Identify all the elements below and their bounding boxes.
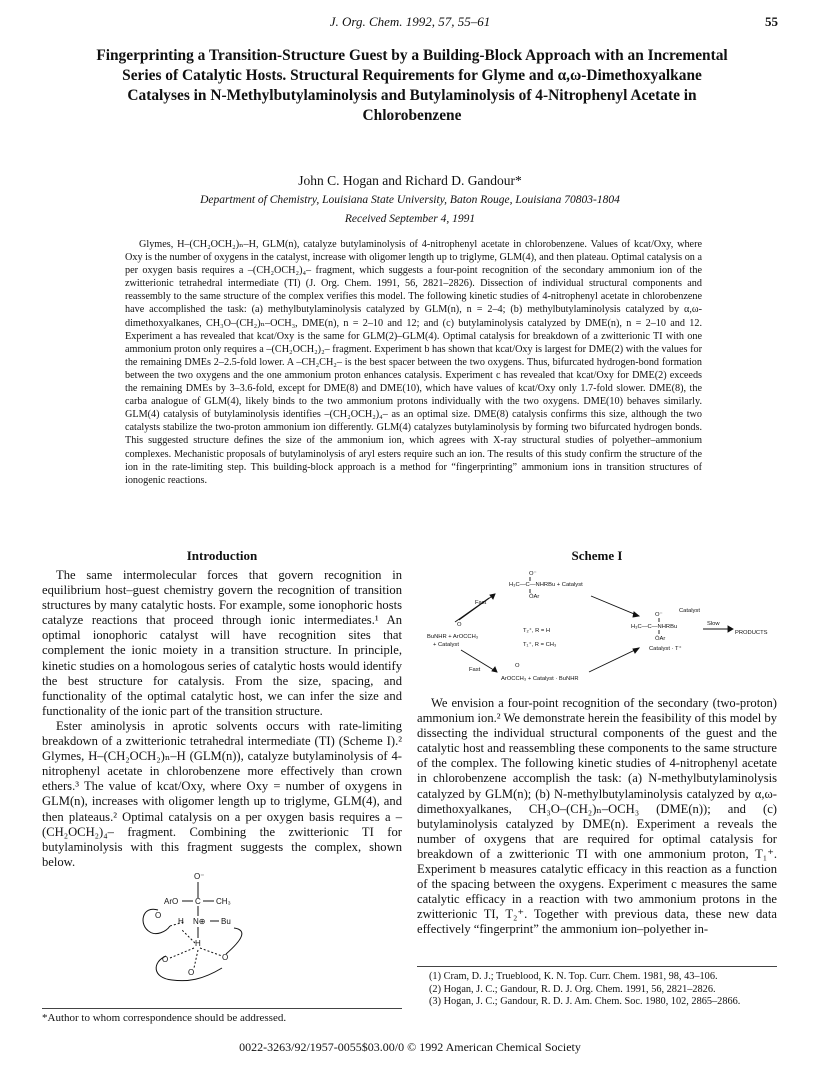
intro-paragraph-2: Ester aminolysis in aprotic solvents occurs with rate-limiting breakdown of a zwitterionic tetrahedral intermediate (TI) (Scheme I).² Glymes, H–(CH₂OCH₂)ₙ–H (GLM(n)), catalyze butylaminolysis of 4-nitrophenyl acetate in chlorobenzene more effectively than crown ethers.³ The value of kcat/Oxy, where Oxy = number of oxygens in GLM(n), increases with oligomer length up to triglyme, GLM(4), and then plateaus.² Optimal catalysis on a per oxygen basis requires a –(CH₂OCH₂)₄– fragment. Combining the zwitterionic TI for butylaminolysis with this fragment suggests the complex, shown below. [42,718,402,869]
scheme-left-o: O [457,622,462,628]
struct-aro: ArO [164,896,179,906]
scheme-right-catalyst: Catalyst [679,608,700,614]
struct-o-minus: O⁻ [194,871,205,881]
introduction-heading: Introduction [186,548,258,563]
authors: John C. Hogan and Richard D. Gandour* [298,173,522,188]
scheme-bottom-species: ArOCCH₃ + Catalyst · BuNHR [501,676,579,682]
scheme-right-oar: ŌAr [655,636,666,642]
struct-h-bottom: H [195,938,201,948]
scheme-fast-bottom: Fast [469,667,481,673]
scheme-top-oar: ŌAr [529,594,540,600]
scheme-t1: T₁⁺, R = CH₃ [523,642,557,648]
struct-o-1: O [155,910,162,920]
struct-bu: Bu [221,916,231,926]
scheme-right-t: Catalyst · T⁺ [649,646,682,652]
right-paragraph-1: We envision a four-point recognition of the secondary (two-proton) ammonium ion.² We demonstrate herein the feasibility of this model by dissecting the individual structural components of the guest and the catalytic host and reassembling these components to the same structure of the complex. The following kinetic studies of 4-nitrophenyl acetate in chlorobenzene accomplish the task: (a) N-methylbutylaminolysis catalyzed by GLM(n); (b) N-methylbutylaminolysis catalyzed by α,ω-dimethoxyalkanes, CH₃O–(CH₂)ₙ–OCH₃ (DME(n)); and (c) butylaminolysis catalyzed by DME(n). Experiment a reveals the number of oxygens that are required for optimal catalysis for breakdown of a zwitterionic TI with one ammonium proton, T₁⁺. Experiment b measures catalytic efficacy in this reaction as a function of the spacing between the oxygens. Experiment c measures the same catalytic efficacy in a reaction with two ammonium protons in the zwitterionic TI, T₂⁺. Together with previous data, these new data effectively “fingerprint” the ammonium ion–polyether in- [417,696,777,937]
struct-ch3: CH₃ [216,896,231,906]
scheme-t2: T₂⁺, R = H [523,628,551,634]
left-column [42,548,402,988]
affiliation: Department of Chemistry, Louisiana State University, Baton Rouge, Louisiana 70803-1804 [200,194,620,206]
scheme-left-catalyst: + Catalyst [433,642,459,648]
received-date: Received September 4, 1991 [344,213,476,225]
struct-c: C [195,896,201,906]
scheme-1 [417,568,777,696]
reference-2: (2) Hogan, J. C.; Gandour, R. D. J. Org. Chem. 1991, 56, 2821–2826. [429,983,716,995]
article-title: Fingerprinting a Transition-Structure Guest by a Building-Block Approach with an Incremental Series of Catalytic Hosts. Structural Requirements for Glyme and α,ω-Dimethoxyalkane Catalyses in N-Methylbutylaminolysis and Butylaminolysis of 4-Nitrophenyl Acetate in Chlorobenzene [96,47,728,124]
struct-o-2: O [222,952,229,962]
scheme-fast-top: Fast [475,600,487,606]
scheme-heading: Scheme I [571,548,623,563]
references [417,966,777,1009]
intro-paragraph-1: The same intermolecular forces that govern recognition in equilibrium host–guest chemistry govern the recognition of transition structures by many catalytic hosts. For example, some ionophoric hosts catalyze reactions that proceed through ionic intermediates.¹ An optimal ionophoric catalyst will have recognition sites that complement the ionic moiety in a transition structure. In principle, kinetic studies on a homologous series of catalytic hosts would identify the best structure for catalysis. From the size, spacing, and functionality of the optimal catalytic host, we can infer the size and functionality of the ionic part of the transition structure. [42,568,402,718]
struct-h-left: H [178,916,184,926]
reference-3: (3) Hogan, J. C.; Gandour, R. D. J. Am. Chem. Soc. 1980, 102, 2865–2866. [429,996,741,1008]
scheme-1-drawing [417,568,777,696]
scheme-top-o: O⁻ [529,571,537,577]
abstract: Glymes, H–(CH₂OCH₂)ₙ–H, GLM(n), catalyze butylaminolysis of 4-nitrophenyl acetate in chlorobenzene. Values of kcat/Oxy, where Oxy is the number of oxygens in the catalyst, increase with oligomer length up to triglyme, GLM(4), and then plateau. Optimal catalysis on a per oxygen basis requires a –(CH₂OCH₂)₄– fragment, which suggests a four-point recognition of the secondary ammonium ion of the zwitterionic tetrahedral intermediate (TI) (J. Org. Chem. 1991, 56, 2821–2826). Dissection of individual structural components and reassembly to the same structure of the complex verifies this model. The following kinetic studies of 4-nitrophenyl acetate in chlorobenzene have accomplished the task: (a) methylbutylaminolysis catalyzed by GLM(n), n = 2–4; (b) methylbutylaminolysis catalyzed by α,ω-dimethoxyalkanes, CH₃O–(CH₂)ₙ–OCH₃, DME(n), n = 2–10 and 12; and (c) butylaminolysis catalyzed by DME(n), n = 2–10 and 12. Experiment a has revealed that kcat/Oxy is the same for GLM(2)–GLM(4). Optimal catalysis for breakdown of a zwitterionic TI with one ammonium proton only requires a –(CH₂OCH₂)₂– fragment. Experiment b has shown that kcat/Oxy is largest for DME(2) with the values for the remaining DMEs 2–2.5-fold lower. A –CH₂CH₂– is the best spacer between the two oxygens. Thus, bifurcated hydrogen-bond formation between the two oxygens and the one ammonium proton enhances catalysis. Experiment c has revealed that kcat/Oxy for DME(2) exceeds the remaining DMEs by 3–3.6-fold, except for DME(8) and DME(10), which have values of kcat/Oxy only 1.7-fold slower. DME(8), the carba analogue of GLM(4), likely binds to the two ammonium protons individually with the two oxygens. DME(10) behaves similarly. GLM(4) catalysis of butylaminolysis identifies –(CH₂OCH₂)₄– as an optimal size. DME(8) catalysis confirms this size, although the two catalysts stabilize the two-proton ammonium ion differently. GLM(4) catalyzes butylaminolysis by forming two bifurcated hydrogen bonds. This suggested structure defines the size of the ammonium ion, which agrees with X-ray structural studies of polyether–ammonium complexes. Mechanistic proposals of butylaminolysis of aryl esters require such an ion. The results of this study confirm the structure of the ion in the rate-limiting step. This building-block approach is a method for “fingerprinting” ammonium ions in transition structures of ionogenic reactions. [125,239,702,486]
scheme-top-species: H₃C—C—NHRBu + Catalyst [509,582,583,588]
scheme-right-o: O⁻ [655,612,663,618]
journal-citation: J. Org. Chem. 1992, 57, 55–61 [329,14,491,29]
complex-structure-drawing [122,870,302,986]
struct-o-4: O [188,967,195,977]
scheme-left-species: BuNHR + ArOCCH₃ [427,634,479,640]
page-footer: 0022-3263/92/1957-0055$03.00/0 © 1992 American Chemical Society [239,1040,581,1054]
complex-structure [42,870,402,988]
scheme-bottom-o: O [515,663,520,669]
struct-n-plus: N⊕ [193,916,206,926]
struct-o-3: O [162,954,169,964]
right-column [417,548,777,938]
page-number: 55 [765,14,778,29]
reference-1: (1) Cram, D. J.; Trueblood, K. N. Top. Curr. Chem. 1981, 98, 43–106. [429,971,718,982]
running-header [0,14,820,34]
scheme-right-species: H₃C—C—NHRBu [631,624,678,630]
correspondence-footnote: *Author to whom correspondence should be addressed. [42,1008,402,1024]
scheme-slow: Slow [707,621,720,627]
scheme-products: PRODUCTS [735,630,768,636]
